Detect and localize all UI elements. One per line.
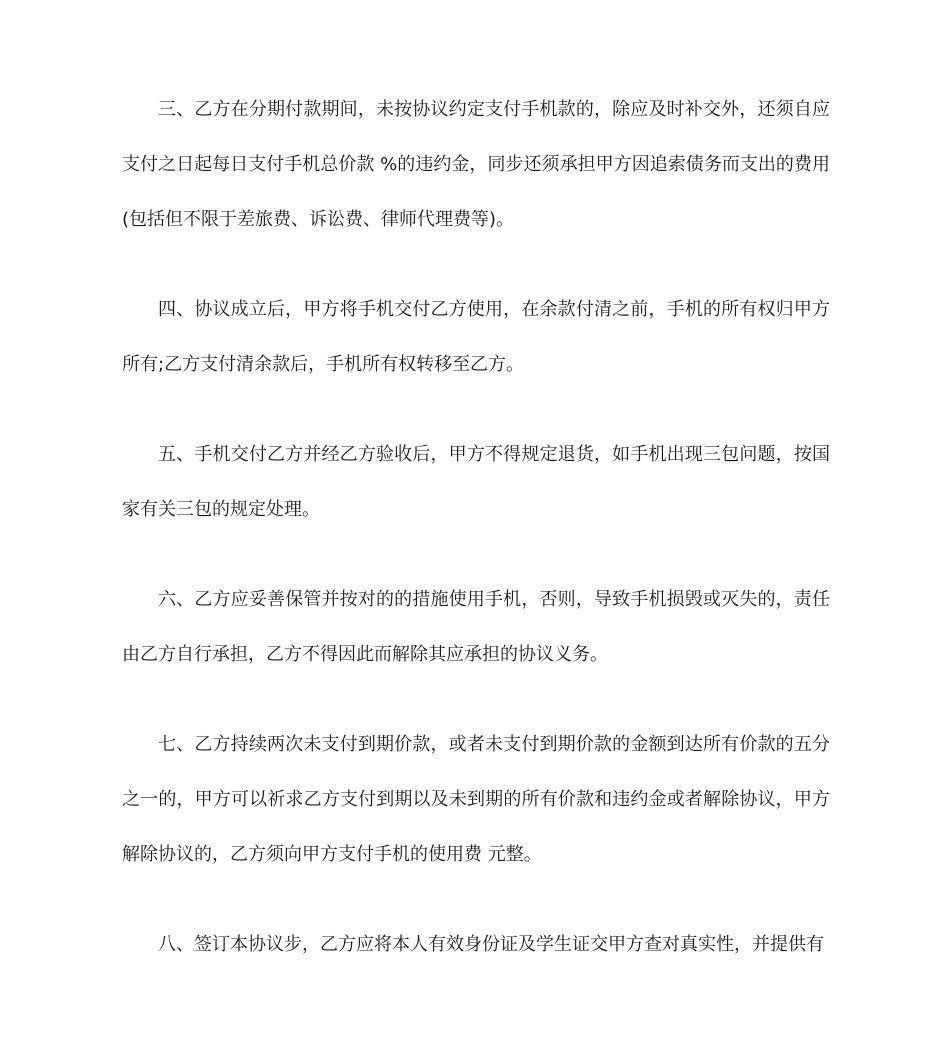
clause-8-paragraph: 八、签订本协议步，乙方应将本人有效身份证及学生证交甲方查对真实性，并提供有 bbox=[158, 934, 824, 955]
clause-6-paragraph: 六、乙方应妥善保管并按对的的措施使用手机，否则，导致手机损毁或灭失的，责任由乙方自行承担，乙方不得因此而解除其应承担的协议义务。 bbox=[122, 589, 830, 665]
clause-3-paragraph: 三、乙方在分期付款期间，未按协议约定支付手机款的，除应及时补交外，还须自应支付之日起每日支付手机总价款 %的违约金，同步还须承担甲方因追索债务而支出的费用(包括但不限于差旅费、诉讼费、律师代理费等)。 bbox=[122, 99, 830, 230]
clause-4-paragraph: 四、协议成立后，甲方将手机交付乙方使用，在余款付清之前，手机的所有权归甲方所有;乙方支付清余款后，手机所有权转移至乙方。 bbox=[122, 299, 830, 375]
clause-7-paragraph: 七、乙方持续两次未支付到期价款，或者未支付到期价款的金额到达所有价款的五分之一的，甲方可以祈求乙方支付到期以及未到期的所有价款和违约金或者解除协议，甲方解除协议的，乙方须向甲方支付手机的使用费 元整。 bbox=[122, 734, 830, 865]
document-page bbox=[122, 82, 830, 1007]
clause-5-paragraph: 五、手机交付乙方并经乙方验收后，甲方不得规定退货，如手机出现三包问题，按国家有关三包的规定处理。 bbox=[122, 444, 830, 520]
